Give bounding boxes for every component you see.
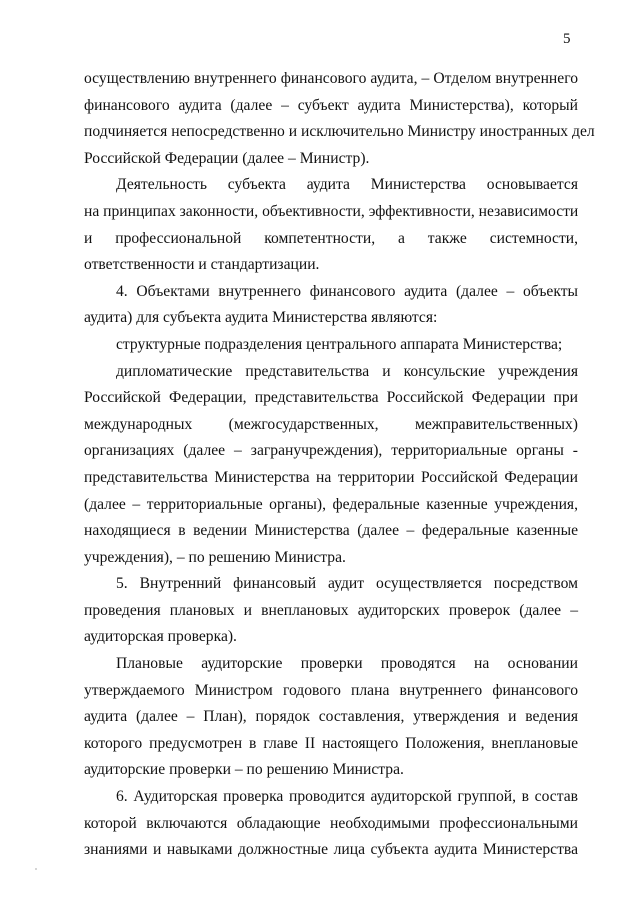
text-line: которого предусмотрен в главе II настоящего Положения, внеплановые bbox=[84, 734, 578, 752]
text-line: подчиняется непосредственно и исключительно Министру иностранных дел bbox=[84, 123, 595, 141]
text-line: на принципах законности, объективности, эффективности, независимости bbox=[84, 202, 579, 220]
paragraph bbox=[84, 651, 578, 784]
text-line: и профессиональной компетентности, а также системности, bbox=[84, 229, 578, 247]
paragraph bbox=[84, 571, 578, 651]
text-line: утверждаемого Министром годового плана внутреннего финансового bbox=[84, 681, 578, 699]
text-line: дипломатические представительства и консульские учреждения bbox=[116, 362, 578, 380]
paragraph bbox=[84, 66, 595, 172]
paragraph bbox=[84, 279, 578, 332]
text-line: учреждения), – по решению Министра. bbox=[84, 548, 346, 566]
text-line: 6. Аудиторская проверка проводится аудиторской группой, в состав bbox=[116, 788, 578, 806]
text-line: Российской Федерации (далее – Министр). bbox=[84, 149, 370, 167]
paragraph bbox=[84, 359, 578, 572]
paragraph bbox=[84, 332, 578, 359]
paragraph bbox=[84, 784, 578, 864]
text-line: осуществлению внутреннего финансового аудита, – Отделом внутреннего bbox=[84, 70, 578, 87]
text-line: организациях (далее – загранучреждения), территориальные органы - bbox=[84, 442, 578, 460]
text-line: Российской Федерации, представительства Российской Федерации при bbox=[84, 389, 578, 407]
text-line: международных (межгосударственных, межправительственных) bbox=[84, 415, 578, 433]
text-line: которой включаются обладающие необходимыми профессиональными bbox=[84, 814, 578, 832]
text-line: 5. Внутренний финансовый аудит осуществляется посредством bbox=[116, 575, 578, 593]
text-line: Деятельность субъекта аудита Министерства основывается bbox=[116, 176, 578, 194]
text-line: знаниями и навыками должностные лица субъекта аудита Министерства bbox=[84, 841, 578, 859]
text-line: финансового аудита (далее – субъект аудита Министерства), который bbox=[84, 96, 578, 114]
text-line: находящиеся в ведении Министерства (далее – федеральные казенные bbox=[84, 522, 578, 540]
paragraph bbox=[84, 172, 578, 278]
text-line: структурные подразделения центрального аппарата Министерства; bbox=[116, 335, 563, 353]
text-line: ответственности и стандартизации. bbox=[84, 256, 320, 274]
text-line: аудиторская проверка). bbox=[84, 628, 237, 646]
text-line: представительства Министерства на территории Российской Федерации bbox=[84, 468, 578, 486]
text-line: 4. Объектами внутреннего финансового аудита (далее – объекты bbox=[116, 282, 578, 300]
text-line: аудита (далее – План), порядок составления, утверждения и ведения bbox=[84, 708, 578, 726]
text-line: Плановые аудиторские проверки проводятся на основании bbox=[116, 655, 578, 673]
text-line: (далее – территориальные органы), федеральные казенные учреждения, bbox=[84, 495, 578, 513]
text-line: проведения плановых и внеплановых аудиторских проверок (далее – bbox=[84, 601, 578, 619]
text-line: аудиторские проверки – по решению Министра. bbox=[84, 761, 404, 779]
document-body bbox=[84, 66, 595, 864]
page-number: 5 bbox=[563, 31, 571, 47]
scan-speck bbox=[35, 868, 37, 870]
text-line: аудита) для субъекта аудита Министерства являются: bbox=[84, 309, 438, 327]
